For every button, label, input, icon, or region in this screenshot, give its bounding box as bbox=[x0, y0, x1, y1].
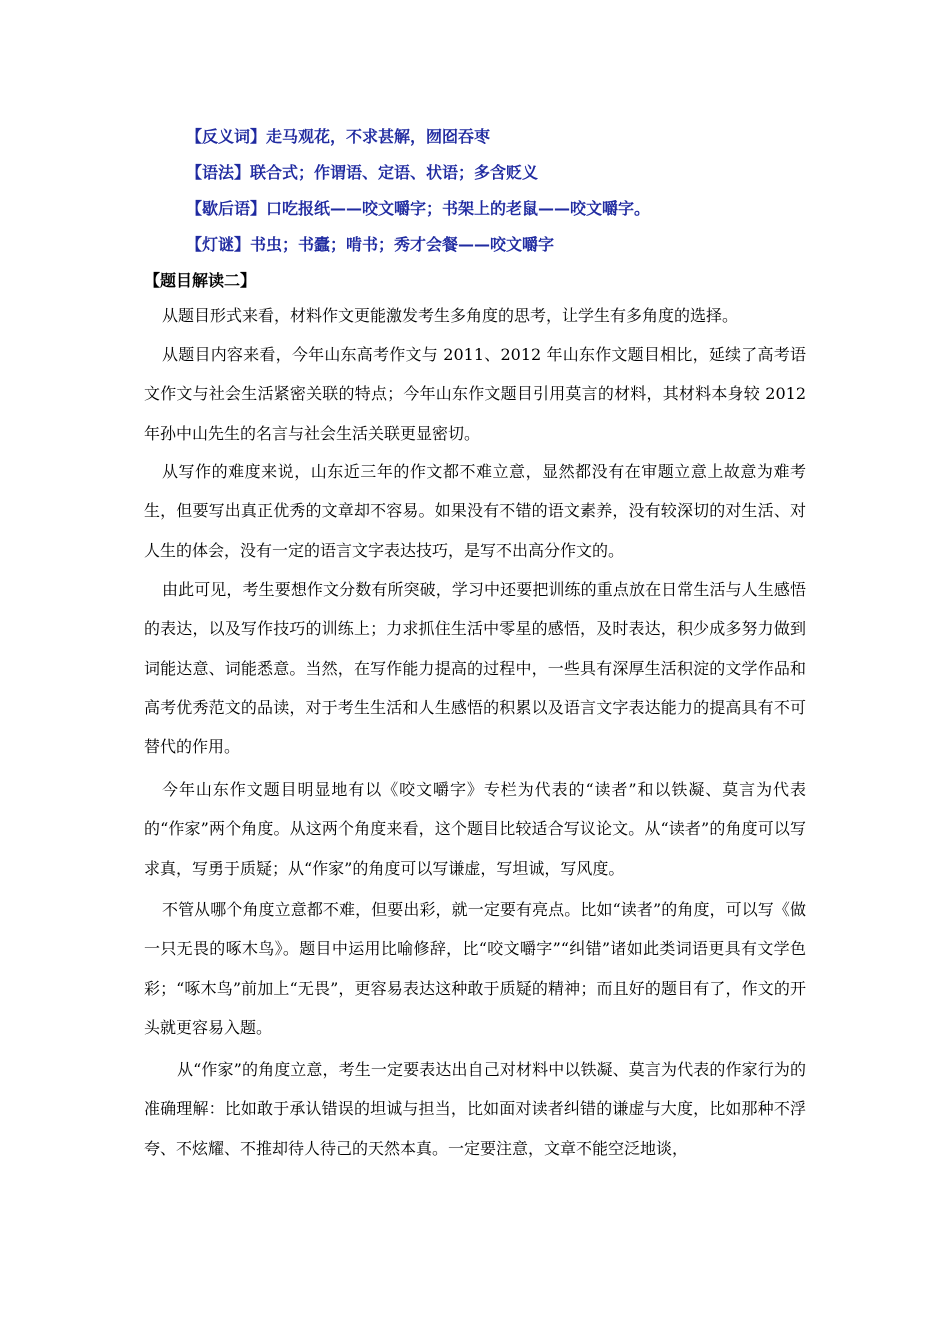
riddle-line: 【灯谜】书虫；书蠹；啃书；秀才会餐——咬文嚼字 bbox=[186, 235, 555, 254]
paragraph-2: 从题目内容来看，今年山东高考作文与 2011、2012 年山东作文题目相比，延续了高考语文作文与社会生活紧密关联的特点；今年山东作文题目引用莫言的材料，其材料本身较 2012 年孙中山先生的名言与社会生活关联更显密切。 bbox=[144, 345, 806, 443]
paragraph-5: 今年山东作文题目明显地有以《咬文嚼字》专栏为代表的“读者”和以铁凝、莫言为代表的“作家”两个角度。从这两个角度来看，这个题目比较适合写议论文。从“读者”的角度可以写求真，写勇于质疑；从“作家”的角度可以写谦虚，写坦诚，写风度。 bbox=[144, 780, 806, 878]
paragraph-7: 从“作家”的角度立意，考生一定要表达出自己对材料中以铁凝、莫言为代表的作家行为的准确理解：比如敢于承认错误的坦诚与担当，比如面对读者纠错的谦虚与大度，比如那种不浮夸、不炫耀、不推却待人待己的天然本真。一定要注意，文章不能空泛地谈， bbox=[144, 1060, 806, 1158]
antonyms-line: 【反义词】走马观花，不求甚解，囫囵吞枣 bbox=[186, 127, 491, 146]
section-heading: 【题目解读二】 bbox=[144, 271, 257, 290]
xiehouyu-line: 【歇后语】口吃报纸——咬文嚼字；书架上的老鼠——咬文嚼字。 bbox=[186, 199, 651, 218]
grammar-line: 【语法】联合式；作谓语、定语、状语；多含贬义 bbox=[186, 163, 539, 182]
paragraph-1: 从题目形式来看，材料作文更能激发考生多角度的思考，让学生有多角度的选择。 bbox=[162, 306, 739, 325]
paragraph-4: 由此可见，考生要想作文分数有所突破，学习中还要把训练的重点放在日常生活与人生感悟的表达，以及写作技巧的训练上；力求抓住生活中零星的感悟，及时表达，积少成多努力做到词能达意、词能悉意。当然，在写作能力提高的过程中，一些具有深厚生活积淀的文学作品和高考优秀范文的品读，对于考生生活和人生感悟的积累以及语言文字表达能力的提高具有不可替代的作用。 bbox=[144, 580, 806, 757]
paragraph-6: 不管从哪个角度立意都不难，但要出彩，就一定要有亮点。比如“读者”的角度，可以写《做一只无畏的啄木鸟》。题目中运用比喻修辞，比“咬文嚼字”“纠错”诸如此类词语更具有文学色彩；“啄木鸟”前加上“无畏”，更容易表达这种敢于质疑的精神；而且好的题目有了，作文的开头就更容易入题。 bbox=[144, 900, 806, 1037]
paragraph-3: 从写作的难度来说，山东近三年的作文都不难立意，显然都没有在审题立意上故意为难考生，但要写出真正优秀的文章却不容易。如果没有不错的语文素养，没有较深切的对生活、对人生的体会，没有一定的语言文字表达技巧，是写不出高分作文的。 bbox=[144, 462, 806, 560]
